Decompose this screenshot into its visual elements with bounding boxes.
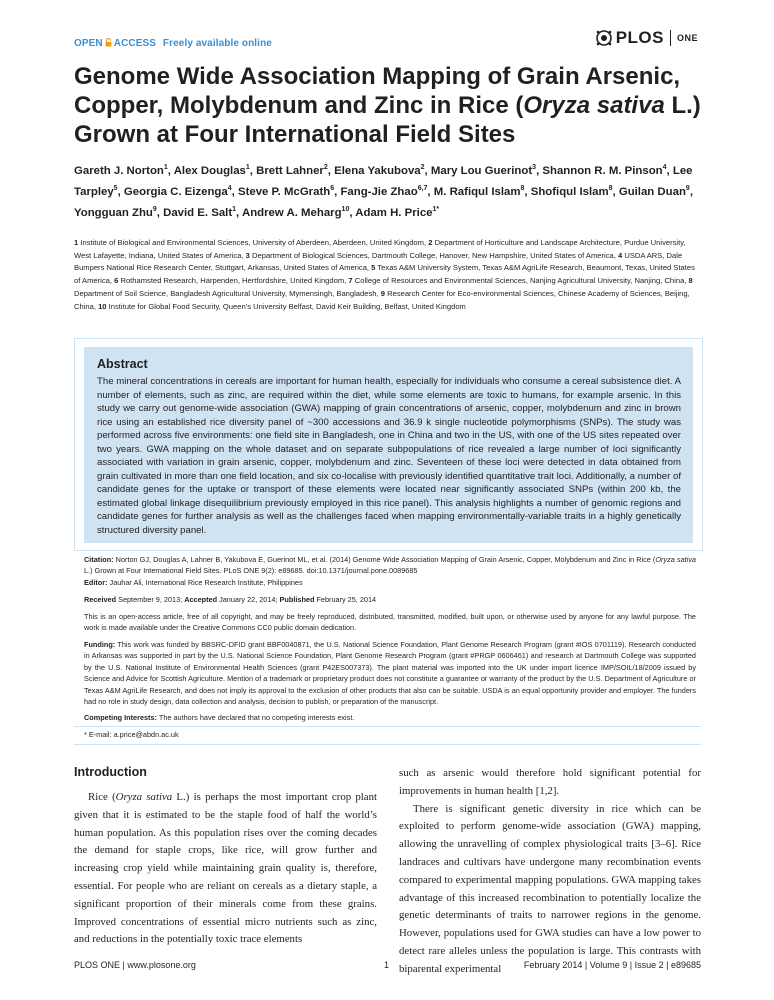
open-label: OPEN	[74, 38, 103, 49]
affiliation-number: 3	[245, 250, 250, 260]
received-date: September 9, 2013;	[116, 595, 185, 604]
author-list: Gareth J. Norton$^1$, Alex Douglas$^1$, Brett Lahner$^2$, Elena Yakubova$^2$, Mary Lou Guerinot$^3$, Shannon R. M. Pinson$^4$, Lee Tarpley$^5$, Georgia C. Eizenga$^4$, Steve P. McGrath$^6$, Fang-Jie Zhao$^{6,7}$, M. Rafiqul Islam$^8$, Shofiqul Islam$^8$, Guilan Duan$^9$, Yongguan Zhu$^9$, David E. Salt$^1$, Andrew A. Meharg$^{10}$, Adam H. Price$^{1*}$	[74, 164, 693, 219]
affiliation-text: Department of Horticulture and Landscape Architecture, Purdue University, West Lafayette, Indiana, United States of America,	[74, 238, 686, 260]
editor-label: Editor:	[84, 578, 108, 587]
author-affiliation-marker: 9	[152, 206, 157, 213]
abstract-panel	[84, 347, 693, 543]
affiliation-number: 1	[74, 238, 79, 247]
author-name: Lee Tarpley	[74, 164, 693, 198]
body-column-left	[74, 789, 377, 949]
introduction-heading: Introduction	[74, 765, 147, 779]
funding-label: Funding:	[84, 640, 116, 649]
author-name: Brett Lahner	[256, 164, 324, 177]
author-name: Fang-Jie Zhao	[340, 185, 418, 198]
abstract-text: The mineral concentrations in cereals are important for human health, especially for individuals who consume a cereal subsistence diet. A number of elements, such as zinc, are required within the diet, while some elements are toxic to humans, for example arsenic. In this study we carry out genome-wide association (GWA) mapping of grain concentrations of arsenic, copper, molybdenum and zinc in brown rice using an established rice diversity panel of ~300 accessions and 36.9 k single nucleotide polymorphisms (SNPs). The study was performed across five environments: one field site in Bangladesh, one in China and two in the US, with one of the US sites repeated over two years. GWA mapping on the whole dataset and on separate subpopulations of rice revealed a large number of loci significantly associated with variation in grain arsenic, copper, molybdenum and zinc. Seventeen of these loci were detected in data obtained from grain cultivated in more than one field location, and six co-localise with previously identified quantitative trait loci. Additionally, a number of candidate genes for the uptake or transport of these elements were located near significantly associated SNPs (within 200 kb, the estimated global linkage disequilibrium previously employed in this rice panel). This analysis highlights a number of genomic regions and candidate genes for further analysis as well as the challenges faced when mapping environmentally-variable traits in a highly genetically structured diversity panel.	[97, 376, 681, 536]
affiliation-text: Texas A&M University System, Texas A&M AgriLife Research, Beaumont, Texas, United States of America,	[74, 263, 695, 286]
intro-paragraph-2: There is significant genetic diversity in rice which can be exploited to perform genome-wide association (GWA) mapping, allowing the unravelling of complex physiological traits [3–6]. Rice landraces and cultivars have undergone many recombination events compared to experimental mapping populations. GWA mapping takes advantage of this increased recombination to potentially localize the genetic determinants of traits to narrower regions in the genome. However, populations used for GWA studies can have a low power to detect rare alleles unless the population is large. This contrasts with biparental experimental	[399, 802, 701, 975]
author-affiliation-marker: 9	[685, 185, 690, 192]
author-name: Mary Lou Guerinot	[430, 164, 533, 177]
affiliation-text: Institute of Biological and Environmental Sciences, University of Aberdeen, Aberdeen, United Kingdom,	[80, 238, 427, 247]
funding-text: This work was funded by BBSRC-DFID grant BBF0040871, the U.S. National Science Foundation, Plant Genome Research Program (grant #IOS 0701119). Research conducted in Arkansas was supported in part by the U.S. National Science Foundation, Plant Genome Research Program (grant #PRGP 0606461) and research at Dartmouth College was supported by the U.S. National Institute of Environmental Health Sciences (grant P42ES007373). The plant material was imported into the UK under import licence IMP/SOIL/18/2009 issued by Science and Advice for Scottish Agriculture. Mention of a trademark or proprietary product does not constitute a guarantee or warranty of the product by the U.S. Department of Agriculture or Texas A&M AgriLife Research, and does not imply its approval to the exclusion of other products that also can be suitable. USDA is an equal opportunity provider and employer. The funders had no role in study design, data collection and analysis, decision to publish, or preparation of the manuscript.	[84, 640, 696, 707]
affiliation-number: 6	[114, 276, 119, 286]
logo-separator	[670, 30, 671, 46]
author-name: Georgia C. Eizenga	[123, 185, 228, 198]
author-name: Elena Yakubova	[334, 164, 421, 177]
title-species: Oryza sativa	[523, 92, 665, 119]
accepted-label: Accepted	[184, 595, 218, 604]
info-bottom-divider	[74, 744, 701, 745]
author-name: Gareth J. Norton	[74, 164, 164, 177]
funding	[84, 639, 696, 707]
citation	[84, 554, 696, 577]
author-affiliation-marker: 1	[245, 164, 250, 171]
author-affiliation-marker: 8	[520, 185, 525, 192]
author-affiliation-marker: 6,7	[417, 185, 428, 192]
affiliation-number: 8	[688, 276, 693, 286]
affiliation-text: Research Center for Eco-environmental Sciences, Chinese Academy of Sciences, Beijing, China,	[74, 288, 690, 311]
author-affiliation-marker: 1*	[432, 206, 440, 213]
author-name: Adam H. Price	[355, 206, 433, 219]
access-label: ACCESS	[113, 38, 157, 49]
received-label: Received	[84, 595, 117, 604]
plos-logo-icon	[595, 29, 613, 47]
intro-p1-species: Oryza sativa	[115, 791, 173, 803]
corresponding-email[interactable]: * E-mail: a.price@abdn.ac.uk	[84, 730, 179, 739]
footer-issue: February 2014 | Volume 9 | Issue 2 | e89685	[523, 960, 701, 970]
citation-species: Oryza sativa	[655, 555, 696, 564]
intro-p1-b: L.) is perhaps the most important crop plant given that it is estimated to be the staple food of half the world’s human population. As this population rises over the coming decades the demand for staple crops, like rice, will grow further and increasing crop yield while maintaining grain quality is, therefore, essential. For people who are reliant on cereals as a dietary staple, a significant proportion of their minerals come from these grains. Improved concentrations of essential micro nutrients such as zinc, and reductions in the potentially toxic trace elements	[74, 791, 377, 946]
author-affiliation-marker: 6	[330, 185, 335, 192]
license: This is an open-access article, free of all copyright, and may be freely reproduced, distributed, transmitted, modified, built upon, or otherwise used by anyone for any lawful purpose. The work is made available under the Creative Commons CC0 public domain dedication.	[84, 612, 696, 633]
open-access-banner	[74, 38, 272, 49]
affiliation-number: 10	[98, 301, 107, 311]
affiliation-text: USDA ARS, Dale Bumpers National Rice Research Center, Stuttgart, Arkansas, United States of America,	[74, 250, 683, 273]
affiliation-number: 4	[617, 250, 623, 260]
title-part-2: L.) Grown at Four International Field Sites	[74, 92, 701, 148]
author-name: Alex Douglas	[173, 164, 246, 177]
article-title	[74, 62, 714, 149]
freely-available-label: Freely available online	[162, 38, 272, 49]
affiliations	[74, 237, 702, 313]
editor-text: Jauhar Ali, International Rice Research Institute, Philippines	[107, 578, 303, 587]
accepted-date: January 22, 2014;	[217, 595, 280, 604]
title-part-1: Genome Wide Association Mapping of Grain Arsenic, Copper, Molybdenum and Zinc in Rice (	[74, 63, 681, 119]
author-name: David E. Salt	[163, 206, 233, 219]
published-label: Published	[279, 595, 315, 604]
editor	[84, 577, 696, 588]
affiliation-text: Institute for Global Food Security, Queen’s University Belfast, David Keir Building, Belfast, United Kingdom	[108, 301, 466, 311]
abstract-box	[74, 338, 703, 551]
author-name: Guilan Duan	[618, 185, 686, 198]
affiliation-text: Department of Soil Science, Bangladesh Agricultural University, Mymensingh, Bangladesh,	[74, 288, 379, 298]
published-date: February 25, 2014	[314, 595, 377, 604]
article-dates	[84, 594, 696, 605]
body-column-right	[399, 765, 701, 979]
abstract-heading: Abstract	[97, 357, 148, 371]
author-name: Shofiqul Islam	[530, 185, 609, 198]
intro-p1-a: Rice (	[88, 791, 116, 803]
author-name: M. Rafiqul Islam	[433, 185, 521, 198]
affiliation-text: Rothamsted Research, Harpenden, Hertfordshire, United Kingdom,	[120, 276, 347, 286]
author-affiliation-marker: 4	[227, 185, 232, 192]
author-name: Steve P. McGrath	[237, 185, 331, 198]
info-divider	[74, 726, 701, 727]
plos-one-logo	[595, 28, 698, 48]
footer-page-number: 1	[384, 960, 390, 970]
affiliation-number: 9	[380, 288, 385, 298]
author-affiliation-marker: 4	[662, 164, 667, 171]
author-affiliation-marker: 1	[232, 206, 237, 213]
competing-label: Competing Interests:	[84, 713, 157, 722]
footer-journal: PLOS ONE | www.plosone.org	[74, 960, 196, 970]
affiliation-text: College of Resources and Environmental Sciences, Nanjing Agricultural University, Nanjing, China,	[354, 276, 687, 286]
author-affiliation-marker: 10	[341, 206, 350, 213]
citation-text-2: L.) Grown at Four International Field Sites. PLoS ONE 9(2): e89685. doi:10.1371/journal.pone.0089685	[84, 566, 418, 576]
affiliation-number: 2	[428, 238, 433, 247]
author-name: Shannon R. M. Pinson	[542, 164, 663, 177]
author-affiliation-marker: 3	[532, 164, 537, 171]
author-affiliation-marker: 2	[323, 164, 328, 171]
one-wordmark: ONE	[676, 33, 698, 43]
author-affiliation-marker: 8	[608, 185, 613, 192]
author-name: Yongguan Zhu	[74, 206, 153, 219]
author-affiliation-marker: 1	[163, 164, 168, 171]
affiliation-text: Department of Biological Sciences, Dartmouth College, Hanover, New Hampshire, United States of America,	[252, 250, 616, 260]
competing-interests	[84, 712, 696, 723]
intro-paragraph-1	[74, 789, 377, 949]
competing-text: The authors have declared that no competing interests exist.	[156, 713, 355, 722]
author-affiliation-marker: 2	[420, 164, 425, 171]
affiliation-number: 7	[348, 276, 353, 286]
intro-paragraph-1-continued: such as arsenic would therefore hold significant potential for improvements in human health [1,2].	[399, 767, 701, 797]
author-name: Andrew A. Meharg	[241, 206, 342, 219]
citation-label: Citation:	[84, 555, 114, 564]
citation-text-1: Norton GJ, Douglas A, Lahner B, Yakubova E, Guerinot ML, et al. (2014) Genome Wide Association Mapping of Grain Arsenic, Copper, Molybdenum and Zinc in Rice (	[113, 555, 656, 564]
plos-wordmark: PLOS	[615, 28, 664, 47]
author-affiliation-marker: 5	[113, 185, 118, 192]
affiliation-number: 5	[371, 263, 376, 273]
open-lock-icon	[105, 38, 112, 47]
